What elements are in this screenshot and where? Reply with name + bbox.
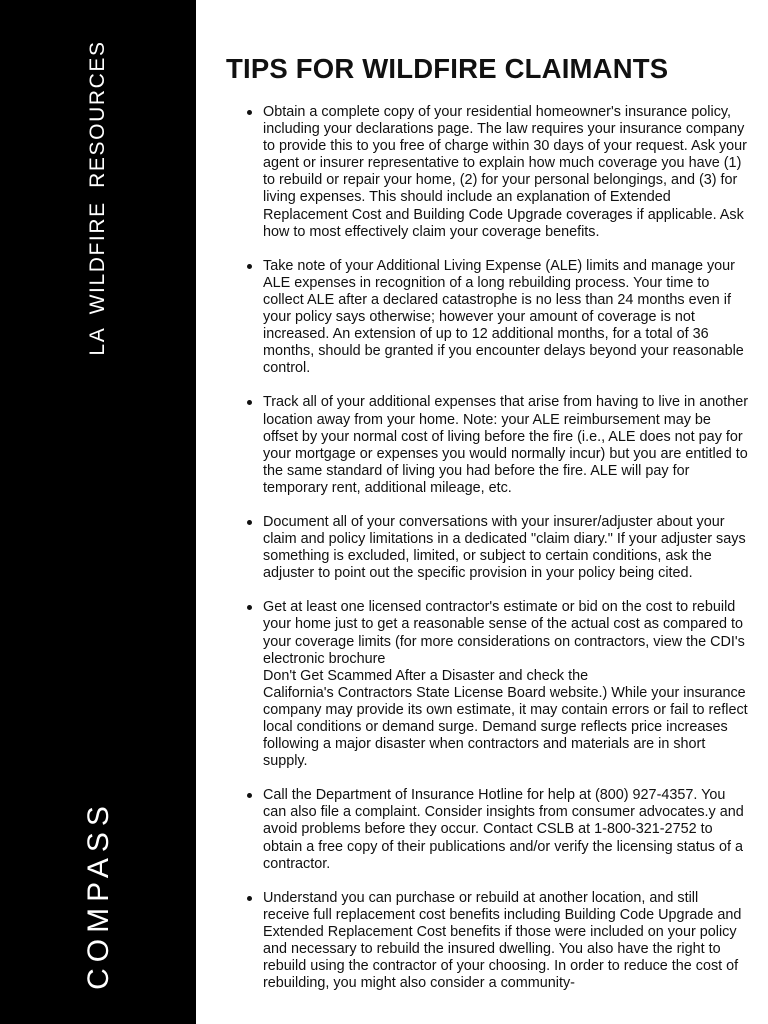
tip-text: Obtain a complete copy of your residential homeowner's insurance policy, including your declarations page. The law requires your insurance company to provide this to you free of charge within 30 days of your request. Ask your agent or insurer representative to explain how much coverage you have (1) to rebuild or repair your home, (2) for your personal belongings, and (3) for living expenses. This should include an explanation of Extended Replacement Cost and Building Code Upgrade coverages if applicable. Ask how to most effectively claim your coverage benefits.: [263, 104, 747, 240]
tips-list: [226, 104, 748, 992]
tip-text: Call the Department of Insurance Hotline for help at (800) 927-4357. You can also file a complaint. Consider insights from consumer advocates.y and avoid problems before they occur. Contact CSLB at 1-800-321-2752 to obtain a free copy of their publications and/or verify the licensing status of a contractor.: [263, 787, 744, 872]
brand-logo: COMPASS: [82, 800, 115, 990]
list-item: [263, 787, 748, 872]
tip-text: Get at least one licensed contractor's estimate or bid on the cost to rebuild your home just to get a reasonable sense of the actual cost as compared to your coverage limits (for more considerations on contractors, view the CDI's electronic brochure: [263, 599, 745, 667]
sidebar: [0, 0, 196, 1024]
list-item: [263, 104, 748, 241]
tip-text: Track all of your additional expenses that arise from having to live in another location away from your home. Note: your ALE reimbursement may be offset by your normal cost of living before the fire (i.e., ALE does not pay for your mortgage or expenses you would normally incur) but you are entitled to the same standard of living you had before the fire. ALE will pay for temporary rent, additional mileage, etc.: [263, 394, 749, 496]
page-title: TIPS FOR WILDFIRE CLAIMANTS: [226, 53, 669, 84]
tip-text: Understand you can purchase or rebuild at another location, and still receive full replacement cost benefits including Building Code Upgrade and Extended Replacement Cost benefits if those were included on your policy and necessary to rebuild the insured dwelling. You also have the right to rebuild using the contractor of your choosing. In order to reduce the cost of rebuilding, you might also consider a community-: [263, 889, 742, 992]
list-item: [263, 890, 748, 993]
tip-text-continued: California's Contractors State License Board website.) While your insurance company may provide its own estimate, it may contain errors or fail to reflect local conditions or demand surge. Demand surge reflects price increases following a major disaster when contractors and materials are in short supply.: [263, 684, 748, 770]
sidebar-title: LA WILDFIRE RESOURCES: [86, 40, 109, 356]
tip-text: Document all of your conversations with your insurer/adjuster about your claim and policy limitations in a dedicated "claim diary." If your adjuster says something is excluded, limited, or subject to certain conditions, ask the adjuster to point out the specific provision in your policy being cited.: [263, 513, 746, 582]
tip-text: Take note of your Additional Living Expense (ALE) limits and manage your ALE expenses in recognition of a long rebuilding process. Your time to collect ALE after a declared catastrophe is no less than 24 months even if your policy says otherwise; however your amount of coverage is not increased. An extension of up to 12 additional months, for a total of 36 months, should be granted if you encounter delays beyond your reasonable control.: [263, 257, 744, 377]
list-item: [263, 599, 748, 770]
list-item: [263, 514, 748, 582]
main-content: [226, 52, 748, 1009]
brochure-title: Don't Get Scammed After a Disaster and check the: [263, 667, 589, 684]
list-item: [263, 258, 748, 378]
list-item: [263, 394, 748, 497]
